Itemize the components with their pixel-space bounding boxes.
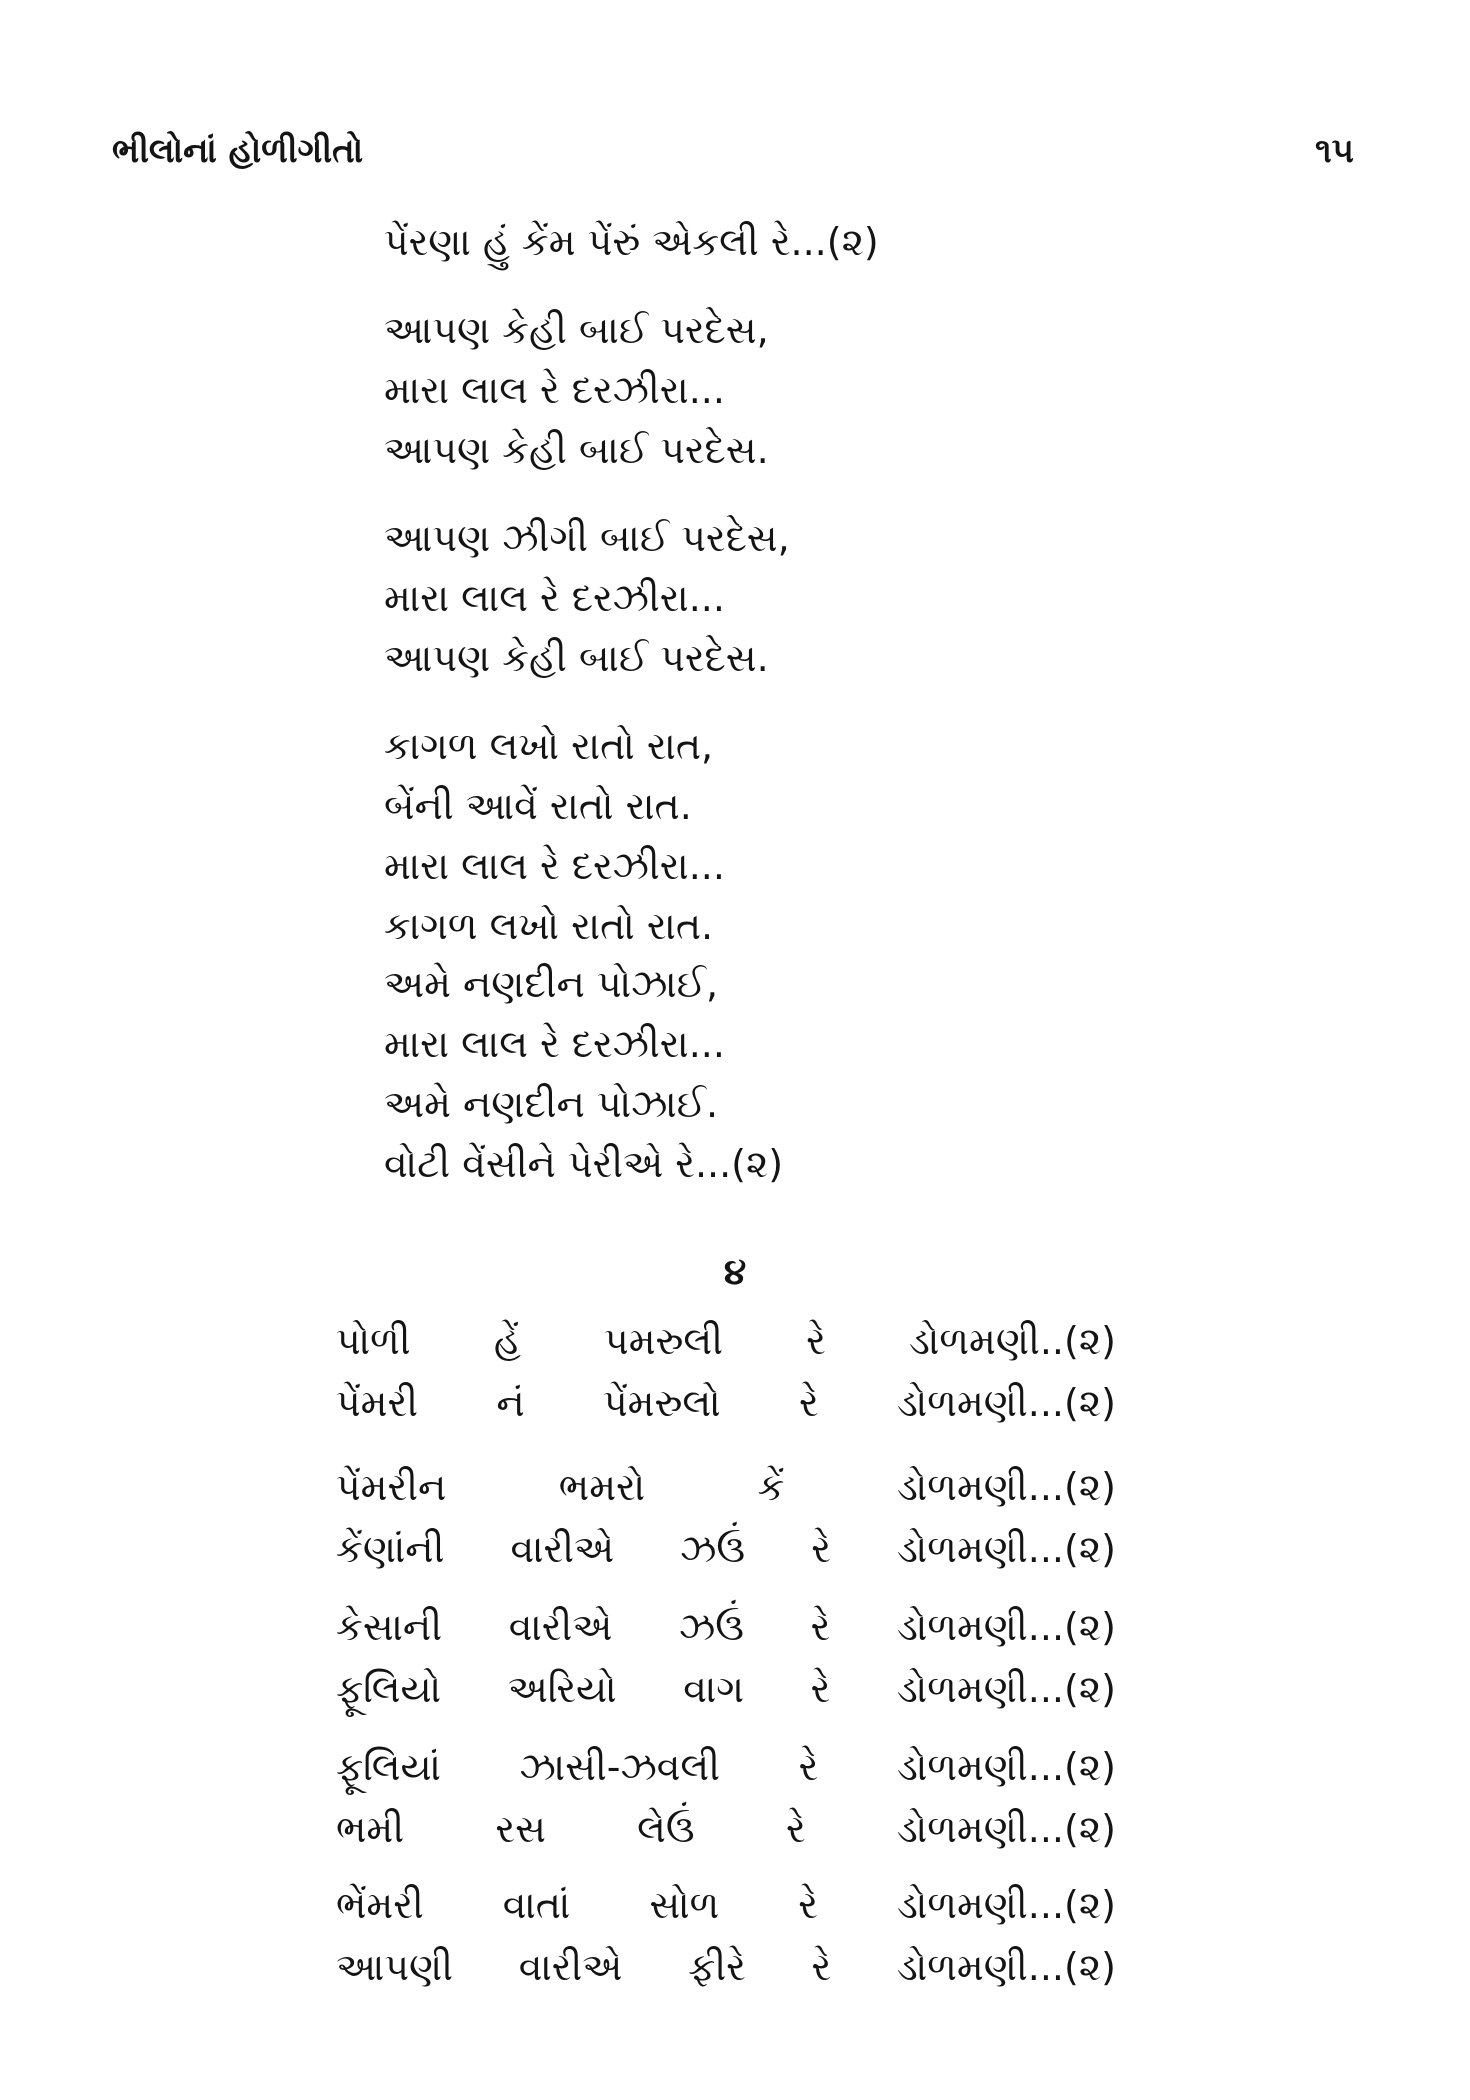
verse-word: ફૂલિયાં (336, 1745, 441, 1789)
verse-line: આપણ ઝીગી બાઈ પરદેસ, (384, 516, 790, 560)
verse-word: ડોળમણી...(૨) (896, 1945, 1116, 1989)
verse-line: મારા લાલ રે દરઝીરા... (384, 576, 725, 620)
verse-line: અમે નણદીન પોઝાઈ. (384, 1082, 719, 1126)
verse-word: ઝઉં (680, 1527, 746, 1571)
stanza (384, 716, 725, 956)
verse-line: આપણ કેહી બાઈ પરદેસ, (384, 308, 769, 352)
verse-line: મારા લાલ રે દરઝીરા... (384, 1022, 725, 1066)
verse-word: ડોળમણી..(૨) (909, 1319, 1116, 1363)
verse-word: વારીએ (518, 1945, 623, 1989)
verse-word: પોળી (336, 1319, 411, 1363)
running-title: ભીલોનાં હોળીગીતો (112, 131, 364, 171)
verse-word: પેંમરુલો (603, 1381, 721, 1425)
couplet (336, 1736, 1116, 1860)
verse-line: મારા લાલ રે દરઝીરા... (384, 844, 725, 888)
couplet (336, 1310, 1116, 1434)
verse-word: રસ (495, 1807, 546, 1851)
verse-word: પેંમરીન (336, 1465, 447, 1509)
verse-word: ઝઉં (679, 1605, 744, 1649)
verse-word: ભમી (336, 1807, 405, 1851)
verse-word: ભમરો (558, 1465, 646, 1509)
verse-line (336, 1658, 1116, 1720)
verse-word: ડોળમણી...(૨) (896, 1883, 1116, 1927)
verse-word: કેસાની (336, 1605, 443, 1649)
song-number: ૪ (723, 1252, 747, 1293)
verse-line: કાગળ લખો રાતો રાત, (384, 724, 714, 768)
verse-word: રે (810, 1605, 831, 1649)
verse-word: ડોળમણી...(૨) (896, 1667, 1116, 1711)
verse-word: વારીએ (510, 1527, 615, 1571)
verse-line (336, 1798, 1116, 1860)
verse-word: ડોળમણી...(૨) (896, 1807, 1116, 1851)
verse-line: બેંની આવેં રાતો રાત. (384, 784, 692, 828)
verse-line (336, 1874, 1116, 1936)
verse-line: આપણ કેહી બાઈ પરદેસ. (384, 636, 769, 680)
verse-word: લેઉં (637, 1807, 695, 1851)
verse-word: રે (798, 1381, 819, 1425)
verse-word: રે (810, 1667, 831, 1711)
stanza (384, 300, 769, 480)
verse-word: ફીરે (688, 1945, 746, 1989)
verse-word: રે (811, 1945, 832, 1989)
verse-word: ડોળમણી...(૨) (896, 1527, 1116, 1571)
page-number: ૧૫ (1315, 131, 1354, 171)
verse-word: ઝાસી-ઝવલી (519, 1745, 720, 1789)
verse-word: ફૂલિયો (336, 1667, 442, 1711)
verse-word: આપણી (336, 1945, 454, 1989)
verse-line (336, 1736, 1116, 1798)
verse-word: વાતાં (502, 1883, 571, 1927)
verse-word: રે (798, 1883, 818, 1927)
verse-line (336, 1456, 1116, 1518)
verse-line (336, 1518, 1116, 1580)
song-lead-line (384, 212, 879, 272)
verse-word: ડોળમણી...(૨) (896, 1745, 1116, 1789)
verse-word: પેંમરી (336, 1381, 419, 1425)
verse-line: કાગળ લખો રાતો રાત. (384, 904, 714, 948)
verse-line (336, 1310, 1116, 1372)
couplet (336, 1596, 1116, 1720)
verse-word: ડોળમણી...(૨) (896, 1381, 1116, 1425)
verse-word: રે (798, 1745, 819, 1789)
verse-line: આપણ કેહી બાઈ પરદેસ. (384, 428, 769, 472)
verse-word: સોળ (649, 1883, 720, 1927)
verse-word: ડોળમણી...(૨) (896, 1465, 1116, 1509)
stanza (384, 508, 790, 688)
verse-word: રે (806, 1319, 826, 1363)
verse-word: હેં (493, 1319, 521, 1363)
stanza (384, 954, 783, 1194)
verse-line: મારા લાલ રે દરઝીરા... (384, 368, 725, 412)
verse-word: રે (785, 1807, 806, 1851)
verse-line (336, 1936, 1116, 1998)
couplet (336, 1874, 1116, 1998)
verse-word: વાગ (683, 1667, 745, 1711)
verse-line (336, 1372, 1116, 1434)
verse-word: ડોળમણી...(૨) (896, 1605, 1116, 1649)
verse-line: વોટી વેંસીને પેરીએ રે...(૨) (384, 1142, 784, 1186)
verse-line (336, 1596, 1116, 1658)
verse-word: ભેંમરી (336, 1883, 424, 1927)
verse-word: રે (811, 1527, 831, 1571)
verse-word: અરિયો (507, 1667, 617, 1711)
verse-line: પેંરણા હું કેંમ પેંરું એકલી રે...(૨) (384, 220, 879, 264)
verse-word: વારીએ (508, 1605, 613, 1649)
verse-word: કેંણાંની (336, 1527, 445, 1571)
couplet (336, 1456, 1116, 1580)
verse-word: કેં (757, 1465, 785, 1509)
verse-line: અમે નણદીન પોઝાઈ, (384, 962, 719, 1006)
verse-word: નં (496, 1381, 525, 1425)
verse-word: પમરુલી (604, 1319, 723, 1363)
